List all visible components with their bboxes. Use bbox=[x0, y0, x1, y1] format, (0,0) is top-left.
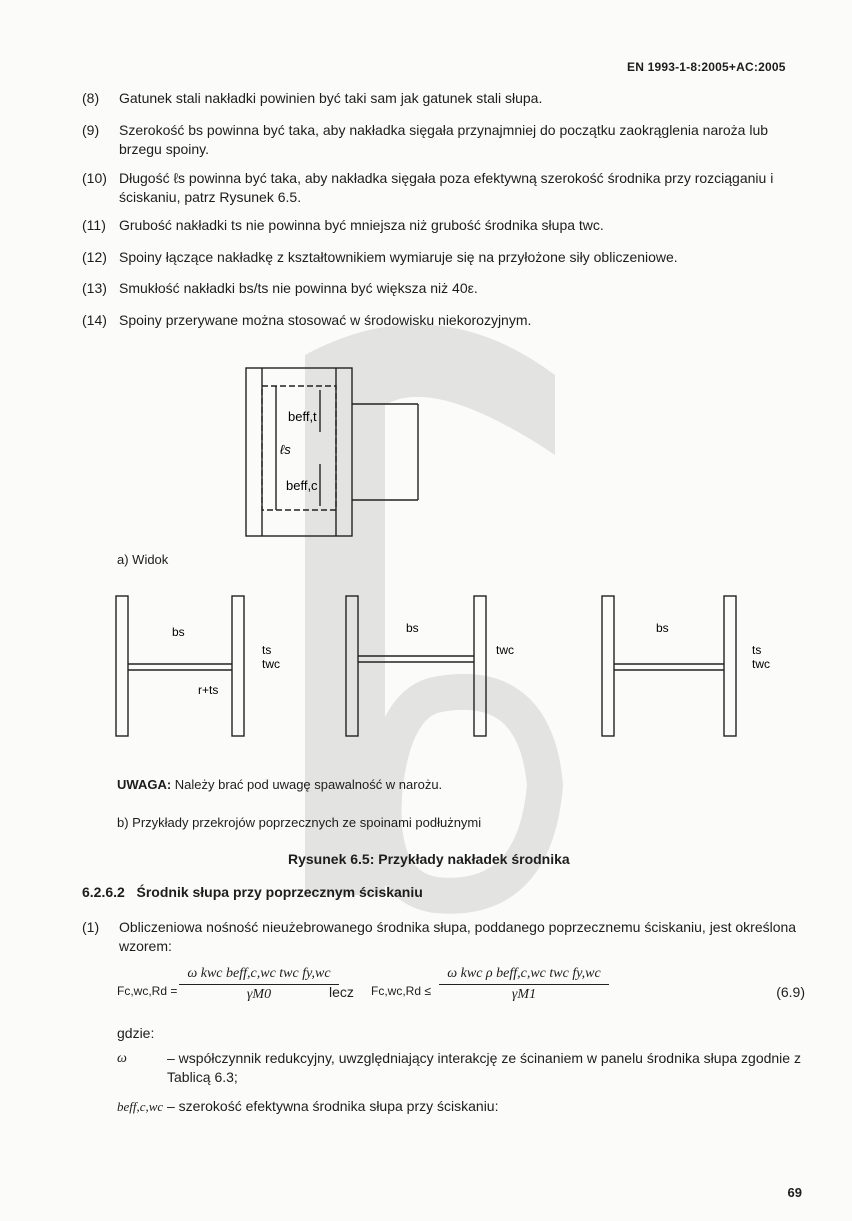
bs-label-3: bs bbox=[656, 621, 669, 635]
beff-c-label: beff,c bbox=[286, 478, 318, 493]
ts-label-3: ts bbox=[752, 643, 762, 657]
paragraph: (1) Obliczeniowa nośność nieużebrowanego środnika słupa, poddanego poprzecznemu ściskaniu, jest określona wzorem: bbox=[82, 919, 797, 954]
list-item: (8) Gatunek stali nakładki powinien być taki sam jak gatunek stali słupa. bbox=[82, 90, 543, 106]
equation-number: (6.9) bbox=[776, 984, 805, 1000]
list-item: (11) Grubość nakładki ts nie powinna być mniejsza niż grubość środnika słupa twc. bbox=[82, 217, 604, 233]
list-item: (9) Szerokość bs powinna być taka, aby nakładka sięgała przynajmniej do początku zaokrąglenia naroża lub brzegu spoiny. bbox=[82, 122, 769, 157]
bs-label-2: bs bbox=[406, 621, 419, 635]
ls-label: ℓs bbox=[280, 442, 291, 457]
list-item: (13) Smukłość nakładki bs/ts nie powinna być większa niż 40ε. bbox=[82, 280, 478, 296]
twc-label-2: twc bbox=[496, 643, 514, 657]
figure-a-view bbox=[240, 360, 440, 540]
where-label: gdzie: bbox=[117, 1025, 155, 1041]
document-header: EN 1993-1-8:2005+AC:2005 bbox=[627, 60, 786, 74]
list-item: (14) Spoiny przerywane można stosować w środowisku niekorozyjnym. bbox=[82, 312, 532, 328]
figure-b-sections bbox=[110, 590, 790, 740]
page-number: 69 bbox=[787, 1185, 802, 1200]
twc-label-3: twc bbox=[752, 657, 770, 671]
twc-label-1: twc bbox=[262, 657, 280, 671]
r-ts-label: r+ts bbox=[198, 683, 219, 697]
figure-note: UWAGA: Należy brać pod uwagę spawalność w narożu. bbox=[117, 777, 443, 792]
caption-b: b) Przykłady przekrojów poprzecznych ze spoinami podłużnymi bbox=[117, 815, 482, 830]
ts-label-1: ts bbox=[262, 643, 272, 657]
list-item: (12) Spoiny łączące nakładkę z kształtownikiem wymiaruje się na przyłożone siły obliczeniowe. bbox=[82, 249, 678, 265]
formula-6-9: Fc,wc,Rd = ω kwc beff,c,wc twc fy,wc γM0 lecz Fc,wc,Rd ≤ ω kwc ρ beff,c,wc twc fy,wc γM1 (6.9) bbox=[117, 966, 805, 1002]
definition-row: beff,c,wc – szerokość efektywna środnika słupa przy ściskaniu: bbox=[117, 1098, 499, 1114]
section-heading: 6.2.6.2 Środnik słupa przy poprzecznym ściskaniu bbox=[82, 884, 423, 900]
figure-title: Rysunek 6.5: Przykłady nakładek środnika bbox=[288, 851, 570, 867]
bs-label-1: bs bbox=[172, 625, 185, 639]
caption-a: a) Widok bbox=[117, 552, 169, 567]
beff-t-label: beff,t bbox=[288, 409, 317, 424]
definition-row: ω – współczynnik redukcyjny, uwzględniający interakcję ze ścinaniem w panelu środnika słupa zgodnie z Tablicą 6.3; bbox=[117, 1050, 801, 1085]
list-item: (10) Długość ℓs powinna być taka, aby nakładka sięgała poza efektywną szerokość środnika przy rozciąganiu i ściskaniu, patrz Rysunek 6.5. bbox=[82, 170, 774, 205]
